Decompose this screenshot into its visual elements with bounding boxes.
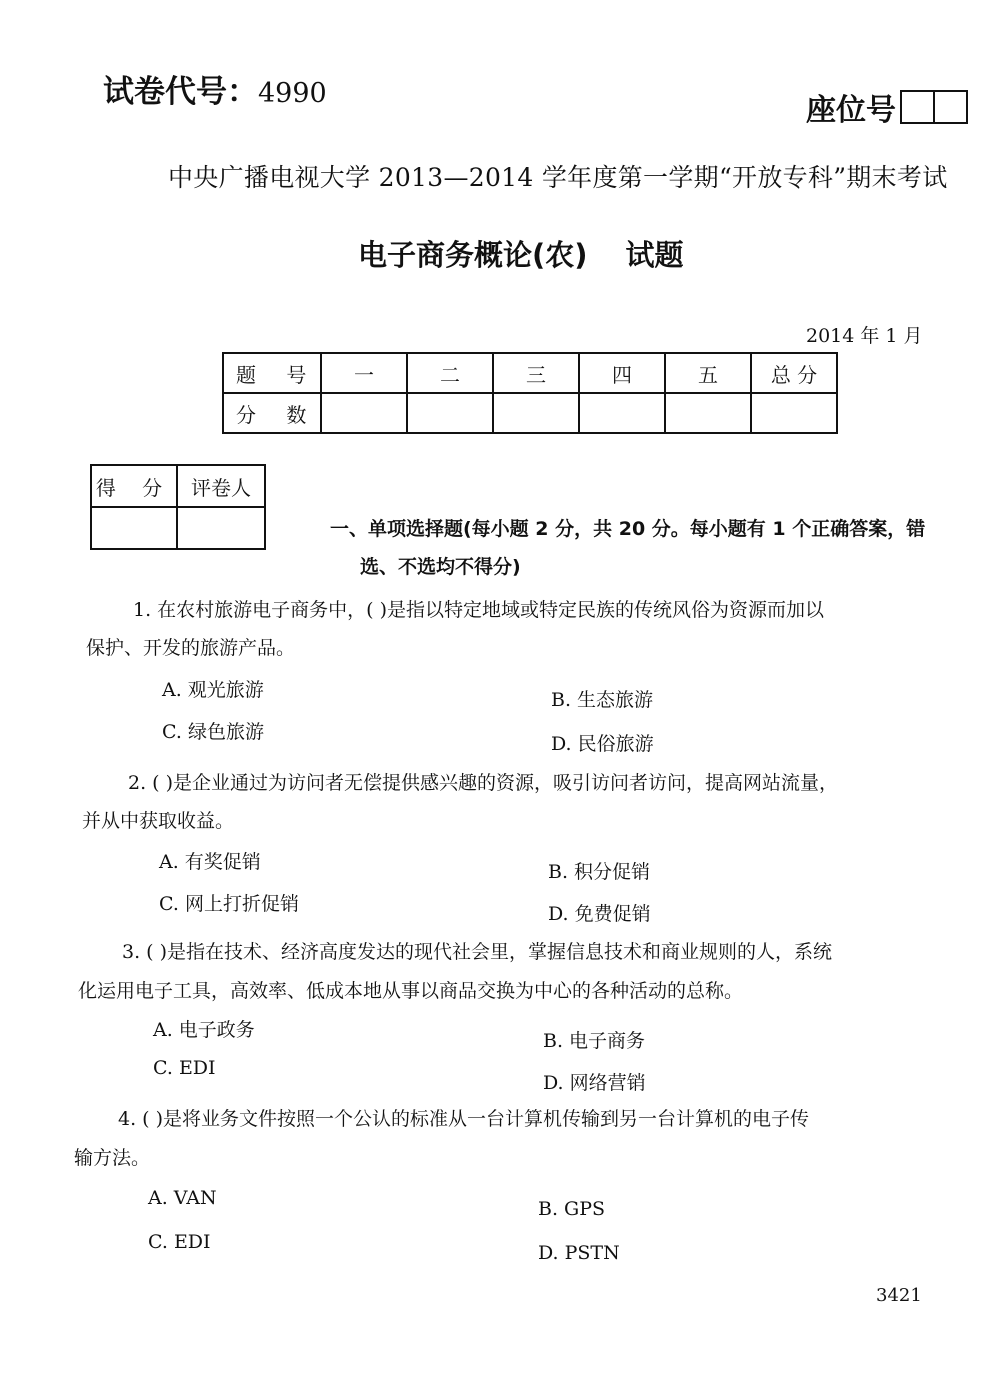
question-number-label: 题 号	[223, 353, 321, 393]
seat-label: 座位号	[806, 93, 896, 128]
score-col-5: 五	[665, 353, 751, 393]
question-1-text-cont: 保护、开发的旅游产品。	[86, 637, 296, 659]
q1-option-b: B. 生态旅游	[551, 689, 654, 711]
exam-title-suffix: 试题	[625, 238, 684, 272]
q1-option-d: D. 民俗旅游	[551, 733, 654, 755]
q3-option-c: C. EDI	[153, 1057, 216, 1079]
score-table-row-header	[223, 353, 837, 393]
score-cell	[665, 393, 751, 433]
question-3-text: 3. ( )是指在技术、经济高度发达的现代社会里，掌握信息技术和商业规则的人，系统	[122, 941, 833, 963]
grader-table	[90, 464, 266, 550]
seat-boxes	[900, 90, 968, 124]
paper-code-label: 试卷代号：	[103, 74, 258, 110]
exam-title	[358, 233, 684, 274]
question-2-text: 2. ( )是企业通过为访问者无偿提供感兴趣的资源，吸引访问者访问，提高网站流量，	[128, 772, 839, 794]
score-cell	[751, 393, 837, 433]
score-label: 分 数	[223, 393, 321, 433]
score-cell	[579, 393, 665, 433]
score-cell	[493, 393, 579, 433]
question-3-text-cont: 化运用电子工具，高效率、低成本地从事以商品交换为中心的各种活动的总称。	[78, 980, 744, 1002]
score-col-4: 四	[579, 353, 665, 393]
grader-name-label: 评卷人	[177, 465, 265, 507]
score-cell	[407, 393, 493, 433]
paper-code	[103, 66, 327, 111]
grader-score-cell	[91, 507, 177, 549]
q3-option-d: D. 网络营销	[543, 1072, 646, 1094]
q4-option-a: A. VAN	[148, 1187, 217, 1209]
score-col-total: 总 分	[751, 353, 837, 393]
exam-date: 2014 年 1 月	[806, 325, 923, 347]
q3-option-b: B. 电子商务	[543, 1030, 646, 1052]
question-2-text-cont: 并从中获取收益。	[82, 810, 235, 832]
grader-name-cell	[177, 507, 265, 549]
score-col-1: 一	[321, 353, 407, 393]
score-table-row-scores	[223, 393, 837, 433]
q2-option-a: A. 有奖促销	[159, 851, 261, 873]
question-4-text-cont: 输方法。	[74, 1147, 151, 1169]
section-heading-cont: 选、不选均不得分)	[360, 556, 521, 578]
exam-subject: 电子商务概论(农)	[358, 238, 588, 272]
seat-box	[933, 92, 966, 122]
score-cell	[321, 393, 407, 433]
score-col-3: 三	[493, 353, 579, 393]
q4-option-b: B. GPS	[538, 1198, 606, 1220]
question-1-text: 1. 在农村旅游电子商务中，( )是指以特定地域或特定民族的传统风俗为资源而加以	[133, 599, 825, 621]
section-heading: 一、单项选择题(每小题 2 分，共 20 分。每小题有 1 个正确答案，错	[330, 518, 926, 540]
paper-code-number: 4990	[258, 78, 327, 109]
q2-option-b: B. 积分促销	[548, 861, 651, 883]
seat-number	[806, 85, 968, 129]
q3-option-a: A. 电子政务	[153, 1019, 255, 1041]
q4-option-c: C. EDI	[148, 1231, 211, 1253]
q1-option-c: C. 绿色旅游	[162, 721, 264, 743]
q2-option-d: D. 免费促销	[548, 903, 651, 925]
q1-option-a: A. 观光旅游	[162, 679, 264, 701]
question-4-text: 4. ( )是将业务文件按照一个公认的标准从一台计算机传输到另一台计算机的电子传	[118, 1108, 810, 1130]
grader-score-label: 得 分	[91, 465, 177, 507]
page-number: 3421	[876, 1285, 922, 1306]
q4-option-d: D. PSTN	[538, 1242, 620, 1264]
score-col-2: 二	[407, 353, 493, 393]
q2-option-c: C. 网上打折促销	[159, 893, 299, 915]
seat-box	[902, 92, 933, 122]
score-table	[222, 352, 838, 434]
exam-header: 中央广播电视大学 2013—2014 学年度第一学期“开放专科”期末考试	[168, 163, 948, 192]
